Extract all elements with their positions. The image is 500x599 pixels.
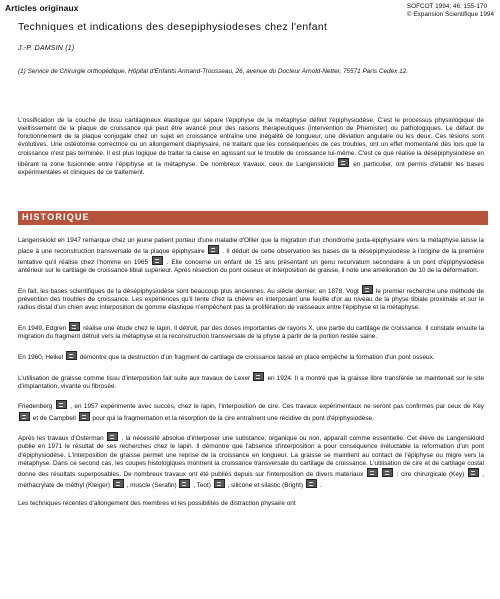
article-body (18, 237, 484, 517)
reference-icon[interactable] (468, 468, 479, 477)
reference-icon[interactable] (69, 322, 80, 331)
reference-icon[interactable] (306, 479, 317, 488)
journal-info (407, 3, 494, 18)
paragraph-text: Les techniques récentes d'allongement des membres et les possibilités de distraction physaire ont (18, 499, 296, 507)
paragraph-text: En fait, les bases scientifiques de la désépiphysiodèse sont beaucoup plus anciennes. Au siècle dernier, en 1878, Vogt (18, 288, 359, 296)
reference-icon[interactable] (362, 285, 373, 294)
paragraph-text: . (319, 481, 322, 489)
paragraph (18, 351, 484, 362)
paragraph-text: : cire chirurgicale (Key) (396, 470, 465, 478)
paragraph-text: . Il déduit de cette observation les bases de la désépiphysiodèse à l'origine de la première tentative qu'il réalise chez l'homme en 1965 (18, 248, 485, 267)
paragraph-text: réalise une étude chez le lapin. Il détruit, par des doses importantes de rayons X, une partie du cartilage de croissance. Il constate ensuite la migration du fragment détruit vers la métaphyse et la reconstruction transversale de la physe à partir de la portion restée saine. (18, 325, 485, 341)
paragraph (18, 500, 484, 508)
paragraph-text: , Teot) (193, 481, 211, 489)
reference-icon[interactable] (179, 479, 190, 488)
article-affiliation: (1) Service de Chirurgie orthopédique, Hôpital d'Enfants Armand-Trousseau, 26, avenue du Docteur Arnold-Netter, 75571 Paris Cedex 12. (18, 68, 408, 75)
reference-icon[interactable] (107, 432, 118, 441)
paragraph (18, 322, 484, 341)
paragraph-text: , la nécessité absolue d'interposer une substance, organique ou non, apparaît comme essentielle. Cet élève de Langenskiold publie en 1971 le résultat de ses recherches chez le lapin. Il démontre que l'absence d'interposition a pour conséquence inéluctable la reformation d'un pont d'épiphysiodèse. L'interposition de graisse permet une reprise de la croissance en longueur. La graisse se maintient au contact de l'épiphyse ou migre vers la métaphyse. Dans ce second cas, les coupes histologiques montrent la croissance transversale du cartilage de croissance. L'utilisation de cire et de cartilage costal donne des résultats superposables. De nombreux travaux ont été publiés depuis sur l'interposition de divers matériaux (18, 435, 484, 478)
paragraph (18, 400, 484, 422)
reference-icon[interactable] (253, 372, 264, 381)
reference-icon[interactable] (338, 158, 349, 167)
reference-icon[interactable] (208, 245, 219, 254)
paragraph-text: en 1924. Il a montré que la graisse libre transférée se maintenait sur le site d'implantation, vivante ou fibrosée. (18, 374, 485, 390)
journal-copyright: © Expansion Scientifique 1994 (406, 10, 494, 18)
article-title: Techniques et indications des desepiphysiodeses chez l'enfant (18, 22, 328, 33)
paragraph (18, 237, 484, 276)
reference-icon[interactable] (382, 468, 393, 477)
paragraph-text: démontre que la destruction d'un fragment de cartilage de croissance laissé en place empêche la formation d'un pont osseux. (79, 353, 435, 361)
paragraph (18, 285, 484, 312)
abstract-text: L'ossification de la couche de tissu cartilagineux élastique qui sépare l'épiphyse de la métaphyse définit l'épiphysiodèse. C'est le processus physiologique de vieillissement de la plaque de croissance qui peut être avancé pour des raisons thérapeutiques (intervention de Phemister) ou pathologiques. Le défaut de fonctionnement de la plaque conjugale chez un sujet en croissance entraîne une inégalité de longueur, une déviation angulaire ou les deux. Ces lésions sont évolutives. Une ostéotomie correctrice ou un allongement diaphysaire, ne traitant que les conséquences de ces troubles, ont un effet momentané dès lors que la croissance n'est pas terminée. Il est plus logique de traiter la cause en agissant sur le trouble de croissance lui-même. C'est ce que réalise la désépiphysiodèse en libérant la zone fusionnée entre l'épiphyse et la métaphyse. De nombreux travaux, ceux de Langenskiold (18, 117, 484, 168)
paragraph-text: En 1949, Edgren (18, 325, 67, 333)
paragraph-text: pour qui la fragmentation et la résorption de la cire entraînent une récidive du pont d'épiphysiodèse. (92, 414, 374, 422)
paragraph-text: Langenskiold en 1947 remarque chez un jeune patient porteur d'une maladie d'Ollier que la migration d'un chondrome juxta-épiphysaire vers la métaphyse laisse la place à une reconstruction transversale de la plaque épiphysaire (18, 237, 484, 256)
paragraph (18, 372, 484, 391)
reference-icon[interactable] (66, 351, 77, 360)
paragraph-text: le premier recherche une méthode de prévention des troubles de croissance. Les expériences qu'il tente chez la chèvre en interposant une feuille d'or au niveau de la physe tibiale proximale et sur le radius distal d'un chien avec interposition de gomme élastique n'empêchent pas la prolifération de vaisseaux entre l'épiphyse et la métaphyse. (18, 288, 484, 312)
reference-icon[interactable] (79, 412, 90, 421)
reference-icon[interactable] (19, 412, 30, 421)
paragraph-text: Après les travaux d'Osterman (18, 435, 104, 443)
reference-icon[interactable] (214, 479, 225, 488)
paragraph-text: , silicone et silastic (Bright) (227, 481, 304, 489)
section-title: HISTORIQUE (22, 212, 90, 222)
journal-citation: SOFCOT 1994; 46: 155-170 (406, 3, 488, 10)
paragraph-text: , méthacrylate de méthyl (Kleiger) (18, 470, 484, 489)
paragraph-text: , muscle (Serafin) (126, 481, 177, 489)
abstract (18, 117, 484, 177)
article-authors: J.-P. DAMSIN (1) (18, 45, 75, 52)
reference-icon[interactable] (56, 400, 67, 409)
abstract-text: en particulier, ont permis d'établir les bases expérimentales et cliniques de ce traitement. (18, 160, 484, 176)
reference-icon[interactable] (367, 468, 378, 477)
paragraph-text: Friedenberg (18, 403, 53, 411)
reference-icon[interactable] (152, 256, 163, 265)
paragraph-text: . Elle concerne un enfant de 15 ans présentant un genu recurvatum secondaire à un pont d'épiphysiodèse antérieur sur le cartilage de croissance tibial supérieur. Après résection du pont osseux et interposition de graisse, il note une amélioration de 10 de la déformation. (18, 259, 484, 275)
reference-icon[interactable] (113, 479, 124, 488)
paragraph (18, 432, 484, 490)
paragraph-text: L'utilisation de graisse comme tissu d'interposition fait suite aux travaux de Lexer (18, 374, 251, 382)
section-tag: Articles originaux (5, 3, 79, 13)
paragraph-text: , en 1957 expérimente avec succès, chez le lapin, l'interposition de cire. Ces travaux expérimentaux ne seront pas confirmés par ceux de Key (70, 403, 485, 411)
section-header (18, 211, 488, 225)
paragraph-text: et de Campbell (32, 414, 76, 422)
paragraph-text: En 1960, Heikel (18, 353, 64, 361)
